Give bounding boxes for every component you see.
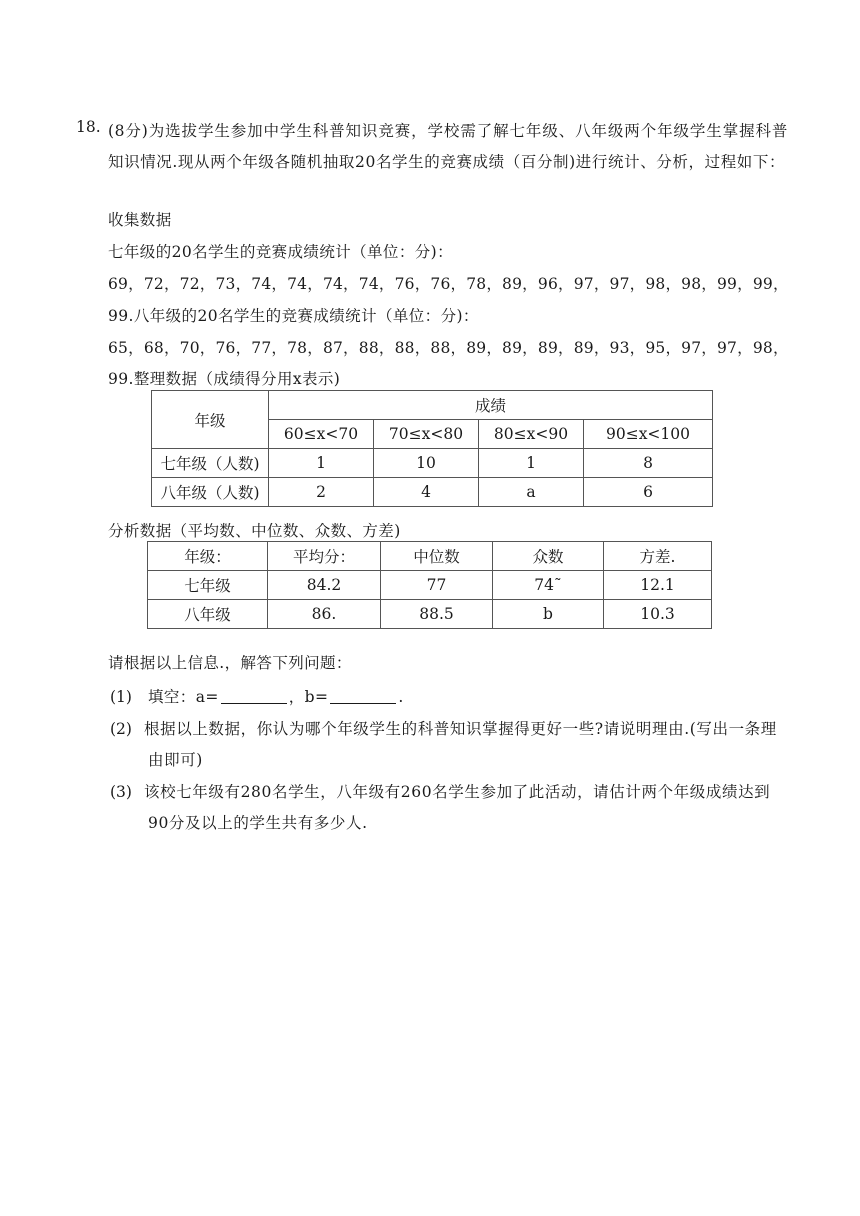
q1-mid: ，b=	[288, 688, 329, 706]
analysis-mean: 86.	[268, 600, 381, 629]
q3-text: 该校七年级有280名学生，八年级有260名学生参加了此活动，请估计两个年级成绩达到90分及以上的学生共有多少人.	[144, 783, 771, 832]
freq-cell: a	[479, 478, 584, 507]
freq-cell: 1	[479, 449, 584, 478]
analysis-header: 众数	[493, 542, 604, 571]
frequency-table	[151, 390, 713, 507]
analysis-variance: 10.3	[604, 600, 712, 629]
answer-blank-a[interactable]	[221, 687, 287, 704]
collect-data-title: 收集数据	[108, 211, 172, 229]
q1-number: (1)	[110, 688, 132, 706]
freq-interval-header: 70≤x<80	[374, 420, 479, 449]
analysis-header: 年级：	[148, 542, 268, 571]
q1-text: 填空：a=	[148, 688, 219, 706]
freq-row-header: 年级	[152, 391, 269, 449]
analysis-mode: b	[493, 600, 604, 629]
freq-interval-header: 80≤x<90	[479, 420, 584, 449]
analysis-header: 中位数	[381, 542, 493, 571]
analysis-variance: 12.1	[604, 571, 712, 600]
q1-end: .	[398, 688, 404, 706]
analysis-table	[147, 541, 712, 629]
freq-cell: 6	[584, 478, 713, 507]
q3-number: (3)	[110, 783, 132, 801]
grade7-scores: 69，72，72，73，74，74，74，74，76，76，78，89，96，97，97，98，98，99，99，	[108, 275, 789, 293]
question-intro: (8分)为选拔学生参加中学生科普知识竞赛，学校需了解七年级、八年级两个年级学生掌握科普知识情况.现从两个年级各随机抽取20名学生的竞赛成绩（百分制)进行统计、分析，过程如下：	[108, 122, 788, 171]
analysis-median: 77	[381, 571, 493, 600]
table-row	[148, 571, 712, 600]
freq-row-label: 八年级（人数)	[152, 478, 269, 507]
freq-cell: 4	[374, 478, 479, 507]
q2-number: (2)	[110, 720, 132, 738]
table-row	[148, 600, 712, 629]
grade8-data-title: 99.八年级的20名学生的竞赛成绩统计（单位：分)：	[108, 307, 479, 325]
answer-blank-b[interactable]	[330, 687, 396, 704]
q1-line	[148, 686, 404, 708]
analysis-header: 平均分：	[268, 542, 381, 571]
analysis-mean: 84.2	[268, 571, 381, 600]
table-row	[152, 478, 713, 507]
grade8-scores: 65，68，70，76，77，78，87，88，88，88，89，89，89，89，93，95，97，97，98，	[108, 339, 789, 357]
analysis-header: 方差.	[604, 542, 712, 571]
freq-row-label: 七年级（人数)	[152, 449, 269, 478]
analysis-mode: 74˜	[493, 571, 604, 600]
organize-data-title: 99.整理数据（成绩得分用x表示)	[108, 370, 341, 388]
analysis-grade: 八年级	[148, 600, 268, 629]
freq-col-group-header: 成绩	[269, 391, 713, 420]
analysis-median: 88.5	[381, 600, 493, 629]
question-number: 18.	[76, 118, 101, 136]
table-row	[152, 449, 713, 478]
analysis-title: 分析数据（平均数、中位数、众数、方差)	[108, 522, 401, 540]
freq-cell: 10	[374, 449, 479, 478]
grade7-data-title: 七年级的20名学生的竞赛成绩统计（单位：分)：	[108, 243, 453, 261]
freq-interval-header: 90≤x<100	[584, 420, 713, 449]
freq-cell: 8	[584, 449, 713, 478]
questions-prompt: 请根据以上信息.，解答下列问题：	[108, 654, 352, 672]
q2-text: 根据以上数据，你认为哪个年级学生的科普知识掌握得更好一些?请说明理由.(写出一条理由即可)	[144, 720, 777, 769]
analysis-grade: 七年级	[148, 571, 268, 600]
freq-cell: 1	[269, 449, 374, 478]
freq-interval-header: 60≤x<70	[269, 420, 374, 449]
freq-cell: 2	[269, 478, 374, 507]
